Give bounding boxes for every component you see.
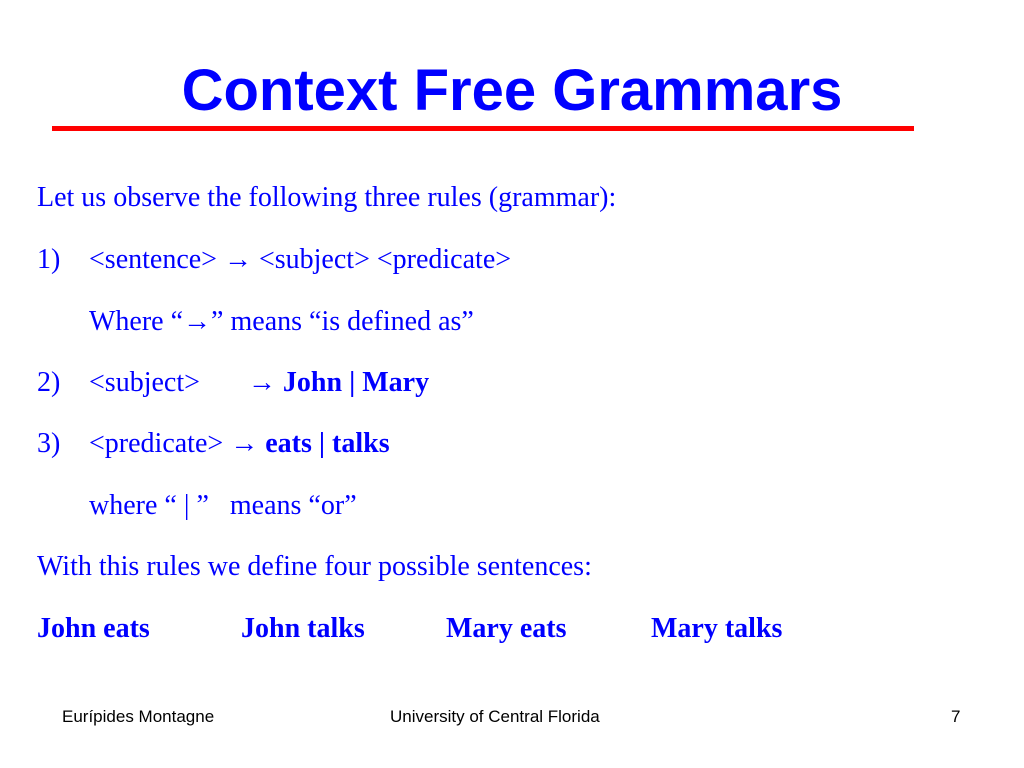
rule-3-option-1: eats <box>265 428 312 459</box>
rule-1-lhs: <sentence> <box>89 244 217 275</box>
note-1-close-quote: ” <box>211 306 224 337</box>
rule-2-separator: | <box>349 367 356 398</box>
note-2-means: means <box>229 490 302 521</box>
rule-1 <box>37 243 511 277</box>
rule-2-lhs: <subject> <box>89 367 200 398</box>
note-2-meaning: or <box>320 490 345 521</box>
note-2-close-quote-2: ” <box>344 490 357 521</box>
footer-author: Eurípides Montagne <box>62 707 215 726</box>
rule-1-number: 1) <box>37 244 61 275</box>
note-1-open-quote: “ <box>170 306 184 337</box>
rule-2-number: 2) <box>37 367 61 398</box>
note-2-where: where <box>89 490 158 521</box>
sentence-1: John eats <box>37 613 150 644</box>
sentence-4: Mary talks <box>651 613 783 644</box>
note-2-open-quote: “ <box>164 490 177 521</box>
arrow-icon: → <box>223 244 252 275</box>
note-1-meaning: is defined as <box>321 306 462 337</box>
sentence-3: Mary eats <box>446 613 567 644</box>
sentence-2: John talks <box>241 613 365 644</box>
note-1-where: Where <box>89 306 164 337</box>
pipe-symbol: | <box>183 490 190 521</box>
note-2 <box>89 489 357 523</box>
rule-3-number: 3) <box>37 428 61 459</box>
rule-2 <box>37 366 429 400</box>
conclusion-line: With this rules we define four possible sentences: <box>37 551 592 582</box>
footer-page-number: 7 <box>951 707 961 726</box>
note-1-close-quote-2: ” <box>461 306 474 337</box>
rule-1-rhs: <subject> <predicate> <box>258 244 512 275</box>
footer-institution: University of Central Florida <box>390 707 600 726</box>
arrow-icon: → <box>230 428 259 459</box>
intro-line: Let us observe the following three rules (grammar): <box>37 182 617 213</box>
note-2-close-quote: ” <box>196 490 209 521</box>
note-1 <box>89 305 474 339</box>
note-1-means: means <box>230 306 303 337</box>
rule-3-separator: | <box>318 428 326 459</box>
rule-2-option-2: Mary <box>362 367 430 398</box>
arrow-icon: → <box>183 306 212 337</box>
rule-2-option-1: John <box>282 367 343 398</box>
rule-3-lhs: <predicate> <box>89 428 224 459</box>
rule-3-option-2: talks <box>332 428 390 459</box>
rule-3 <box>37 427 390 461</box>
note-1-open-quote-2: “ <box>309 306 322 337</box>
slide-title: Context Free Grammars <box>181 58 843 123</box>
title-underline <box>52 126 914 131</box>
arrow-icon: → <box>247 367 276 398</box>
note-2-open-quote-2: “ <box>308 490 321 521</box>
